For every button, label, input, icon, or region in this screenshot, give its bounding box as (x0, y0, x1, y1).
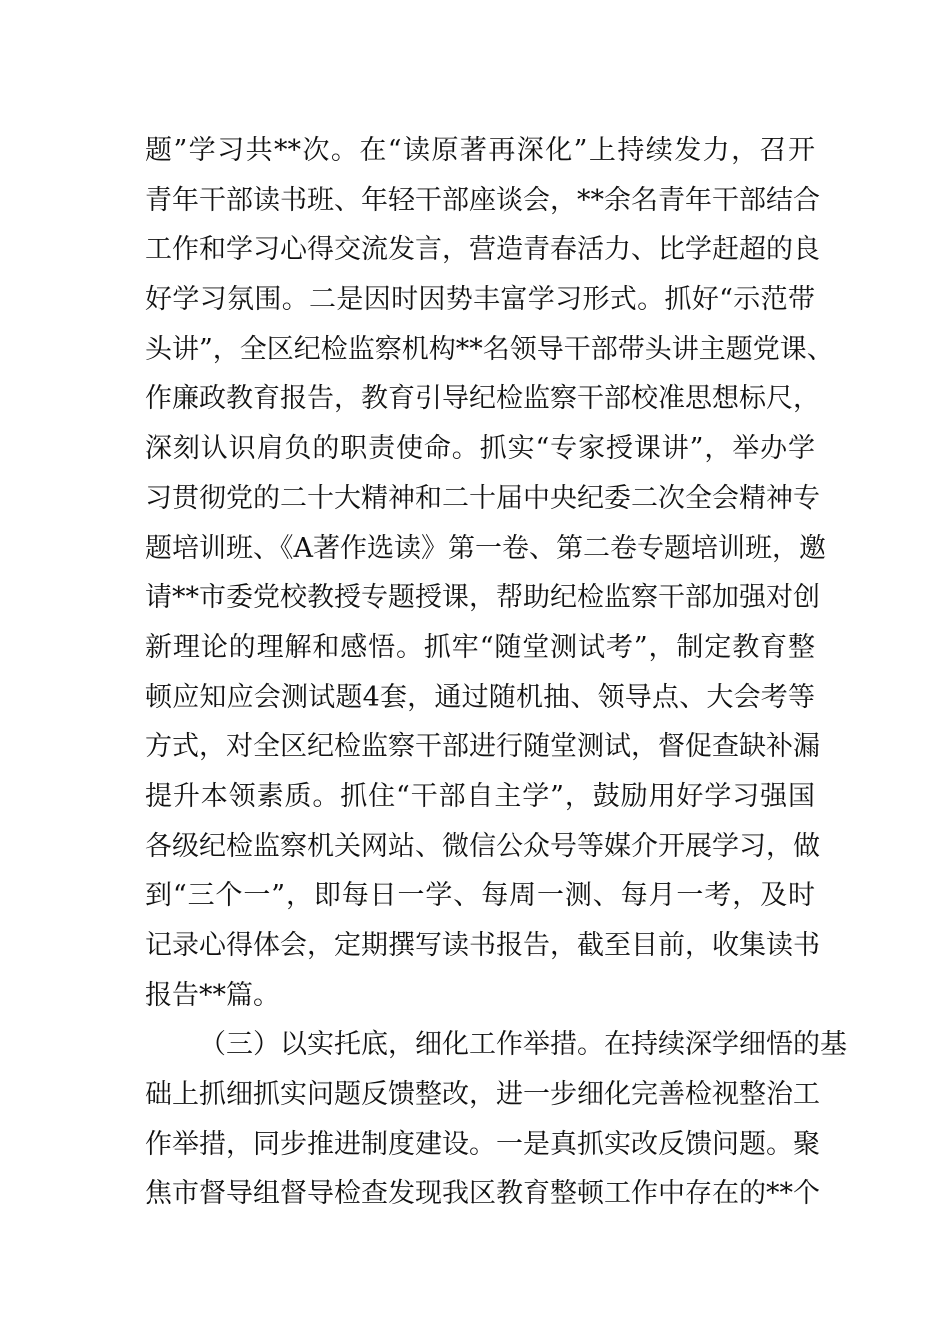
document-body (145, 126, 847, 1219)
paragraph-1-line-2: 青年干部读书班、年轻干部座谈会，**余名青年干部结合 (145, 184, 820, 216)
paragraph-1-line-16: 到“三个一”，即每日一学、每周一测、每月一考，及时 (145, 880, 815, 912)
paragraph-1-line-15: 各级纪检监察机关网站、微信公众号等媒介开展学习，做 (145, 830, 820, 862)
paragraph-1-line-1: 题”学习共**次。在“读原著再深化”上持续发力，召开 (145, 135, 815, 166)
paragraph-1-line-17: 记录心得体会，定期撰写读书报告，截至目前，收集读书 (145, 930, 820, 961)
paragraph-1-line-8: 习贯彻党的二十大精神和二十届中央纪委二次全会精神专 (145, 482, 820, 514)
paragraph-1-line-9: 题培训班、《A著作选读》第一卷、第二卷专题培训班，邀 (145, 532, 826, 564)
paragraph-1-line-3: 工作和学习心得交流发言，营造青春活力、比学赶超的良 (145, 234, 820, 266)
paragraph-1-line-12: 顿应知应会测试题4套，通过随机抽、领导点、大会考等 (145, 681, 815, 713)
paragraph-1-line-10: 请**市委党校教授专题授课，帮助纪检监察干部加强对创 (145, 582, 820, 614)
paragraph-2-line-4: 焦市督导组督导检查发现我区教育整顿工作中存在的**个 (145, 1178, 820, 1210)
paragraph-2-line-1: （三）以实托底，细化工作举措。在持续深学细悟的基 (199, 1029, 847, 1061)
paragraph-1-line-7: 深刻认识肩负的职责使命。抓实“专家授课讲”，举办学 (145, 433, 815, 465)
paragraph-1-line-6: 作廉政教育报告，教育引导纪检监察干部校准思想标尺， (145, 383, 820, 415)
paragraph-2-line-3: 作举措，同步推进制度建设。一是真抓实改反馈问题。聚 (145, 1128, 820, 1160)
paragraph-1-line-11: 新理论的理解和感悟。抓牢“随堂测试考”，制定教育整 (145, 631, 815, 663)
paragraph-1-line-4: 好学习氛围。二是因时因势丰富学习形式。抓好“示范带 (145, 284, 815, 316)
paragraph-2-line-2: 础上抓细抓实问题反馈整改，进一步细化完善检视整治工 (145, 1079, 820, 1111)
paragraph-1-line-14: 提升本领素质。抓住“干部自主学”，鼓励用好学习强国 (145, 780, 815, 812)
paragraph-1-line-13: 方式，对全区纪检监察干部进行随堂测试，督促查缺补漏 (145, 731, 820, 763)
paragraph-1-line-5: 头讲”，全区纪检监察机构**名领导干部带头讲主题党课、 (145, 333, 834, 365)
paragraph-1-line-18: 报告**篇。 (145, 979, 280, 1011)
